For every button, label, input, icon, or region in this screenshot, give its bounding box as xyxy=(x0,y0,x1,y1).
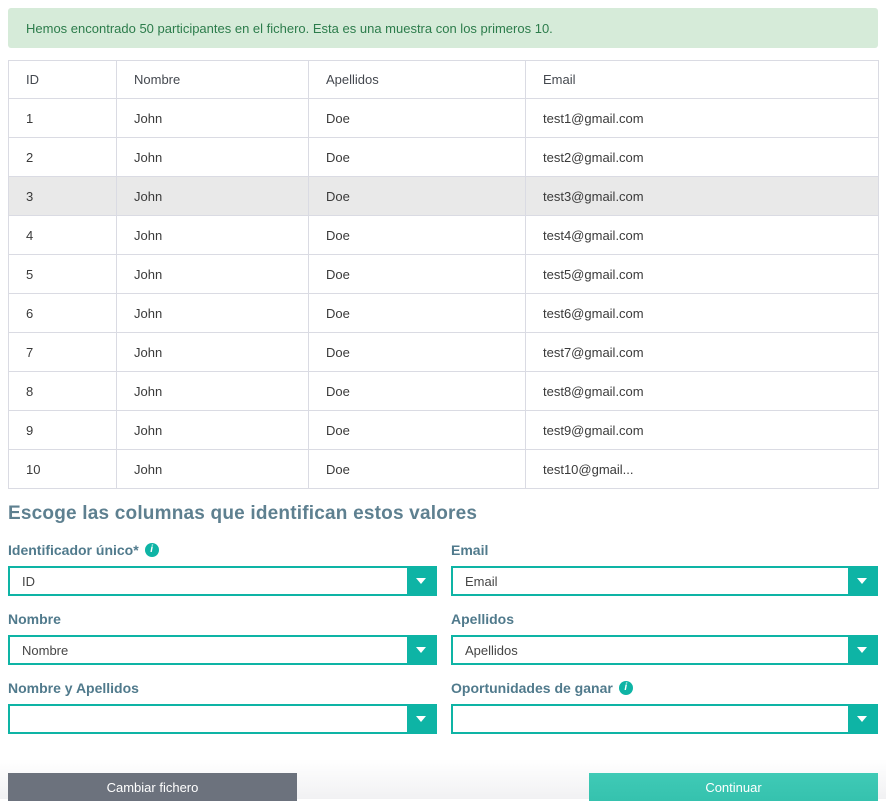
table-cell: test10@gmail... xyxy=(526,450,879,489)
table-header-id: ID xyxy=(9,61,117,99)
table-cell: John xyxy=(117,450,309,489)
table-cell: Doe xyxy=(309,411,526,450)
field-label-text: Apellidos xyxy=(451,610,515,627)
field-email xyxy=(451,541,878,596)
table-row xyxy=(9,138,879,177)
table-cell: Doe xyxy=(309,294,526,333)
table-cell: 3 xyxy=(9,177,117,216)
column-mapping-form xyxy=(8,541,878,748)
table-cell: Doe xyxy=(309,372,526,411)
table-cell: John xyxy=(117,216,309,255)
table-row xyxy=(9,255,879,294)
change-file-button[interactable]: Cambiar fichero xyxy=(8,773,297,801)
table-cell: test4@gmail.com xyxy=(526,216,879,255)
table-cell: John xyxy=(117,294,309,333)
info-icon[interactable] xyxy=(619,681,633,695)
table-cell: Doe xyxy=(309,450,526,489)
table-cell: test9@gmail.com xyxy=(526,411,879,450)
field-label-oportunidades-de-ganar xyxy=(451,679,878,696)
table-cell: Doe xyxy=(309,177,526,216)
field-label-text: Identificador único* xyxy=(8,541,139,558)
table-cell: John xyxy=(117,99,309,138)
table-cell: 1 xyxy=(9,99,117,138)
table-cell: John xyxy=(117,333,309,372)
dropdown-value xyxy=(10,706,407,732)
table-cell: test2@gmail.com xyxy=(526,138,879,177)
table-cell: Doe xyxy=(309,138,526,177)
dropdown-nombre[interactable] xyxy=(8,635,437,665)
field-label-apellidos xyxy=(451,610,878,627)
table-cell: 10 xyxy=(9,450,117,489)
table-cell: John xyxy=(117,372,309,411)
table-row xyxy=(9,450,879,489)
field-label-identificador-unico xyxy=(8,541,437,558)
field-label-text: Nombre y Apellidos xyxy=(8,679,139,696)
table-cell: Doe xyxy=(309,99,526,138)
table-cell: 4 xyxy=(9,216,117,255)
chevron-down-icon[interactable] xyxy=(848,706,876,732)
table-row xyxy=(9,177,879,216)
table-body xyxy=(9,99,879,489)
table-row xyxy=(9,411,879,450)
table-row xyxy=(9,333,879,372)
table-header-nombre: Nombre xyxy=(117,61,309,99)
chevron-down-icon[interactable] xyxy=(407,706,435,732)
notification-banner xyxy=(8,8,878,48)
table-cell: test3@gmail.com xyxy=(526,177,879,216)
dropdown-value: Nombre xyxy=(22,642,69,658)
table-header-apellidos: Apellidos xyxy=(309,61,526,99)
dropdown-value: ID xyxy=(22,573,35,589)
table-cell: 2 xyxy=(9,138,117,177)
dropdown-apellidos[interactable] xyxy=(451,635,878,665)
dropdown-value: Apellidos xyxy=(465,642,518,658)
table-cell: Doe xyxy=(309,333,526,372)
dropdown-oportunidades-de-ganar[interactable] xyxy=(451,704,878,734)
chevron-down-icon[interactable] xyxy=(848,637,876,663)
table-row xyxy=(9,294,879,333)
table-cell: 9 xyxy=(9,411,117,450)
participants-table xyxy=(8,60,879,489)
field-label-email xyxy=(451,541,878,558)
field-identificador-unico xyxy=(8,541,437,596)
table-cell: test5@gmail.com xyxy=(526,255,879,294)
table-cell: John xyxy=(117,255,309,294)
notification-banner-text: Hemos encontrado 50 participantes en el fichero. Esta es una muestra con los primeros 10. xyxy=(26,20,553,36)
field-label-nombre xyxy=(8,610,437,627)
field-apellidos xyxy=(451,610,878,665)
table-cell: 5 xyxy=(9,255,117,294)
field-label-nombre-y-apellidos xyxy=(8,679,437,696)
table-cell: test7@gmail.com xyxy=(526,333,879,372)
field-label-text: Oportunidades de ganar xyxy=(451,679,613,696)
dropdown-nombre-y-apellidos[interactable] xyxy=(8,704,437,734)
table-row xyxy=(9,216,879,255)
field-nombre xyxy=(8,610,437,665)
dropdown-identificador-unico[interactable] xyxy=(8,566,437,596)
table-cell: Doe xyxy=(309,255,526,294)
dropdown-value: Email xyxy=(465,573,498,589)
continue-button[interactable]: Continuar xyxy=(589,773,878,801)
table-cell: Doe xyxy=(309,216,526,255)
table-cell: test8@gmail.com xyxy=(526,372,879,411)
field-label-text: Email xyxy=(451,541,489,558)
table-cell: John xyxy=(117,138,309,177)
actions-bar xyxy=(8,773,878,801)
table-header-row xyxy=(9,61,879,99)
table-row xyxy=(9,372,879,411)
table-row xyxy=(9,99,879,138)
chevron-down-icon[interactable] xyxy=(848,568,876,594)
chevron-down-icon[interactable] xyxy=(407,568,435,594)
section-title: Escoge las columnas que identifican estos valores xyxy=(8,503,478,524)
table-cell: 8 xyxy=(9,372,117,411)
dropdown-value xyxy=(453,706,848,732)
field-label-text: Nombre xyxy=(8,610,61,627)
table-cell: test6@gmail.com xyxy=(526,294,879,333)
table-header-email: Email xyxy=(526,61,879,99)
chevron-down-icon[interactable] xyxy=(407,637,435,663)
field-oportunidades-de-ganar xyxy=(451,679,878,734)
field-nombre-y-apellidos xyxy=(8,679,437,734)
table-cell: 7 xyxy=(9,333,117,372)
table-cell: John xyxy=(117,411,309,450)
info-icon[interactable] xyxy=(145,543,159,557)
table-cell: 6 xyxy=(9,294,117,333)
table-cell: test1@gmail.com xyxy=(526,99,879,138)
dropdown-email[interactable] xyxy=(451,566,878,596)
table-cell: John xyxy=(117,177,309,216)
